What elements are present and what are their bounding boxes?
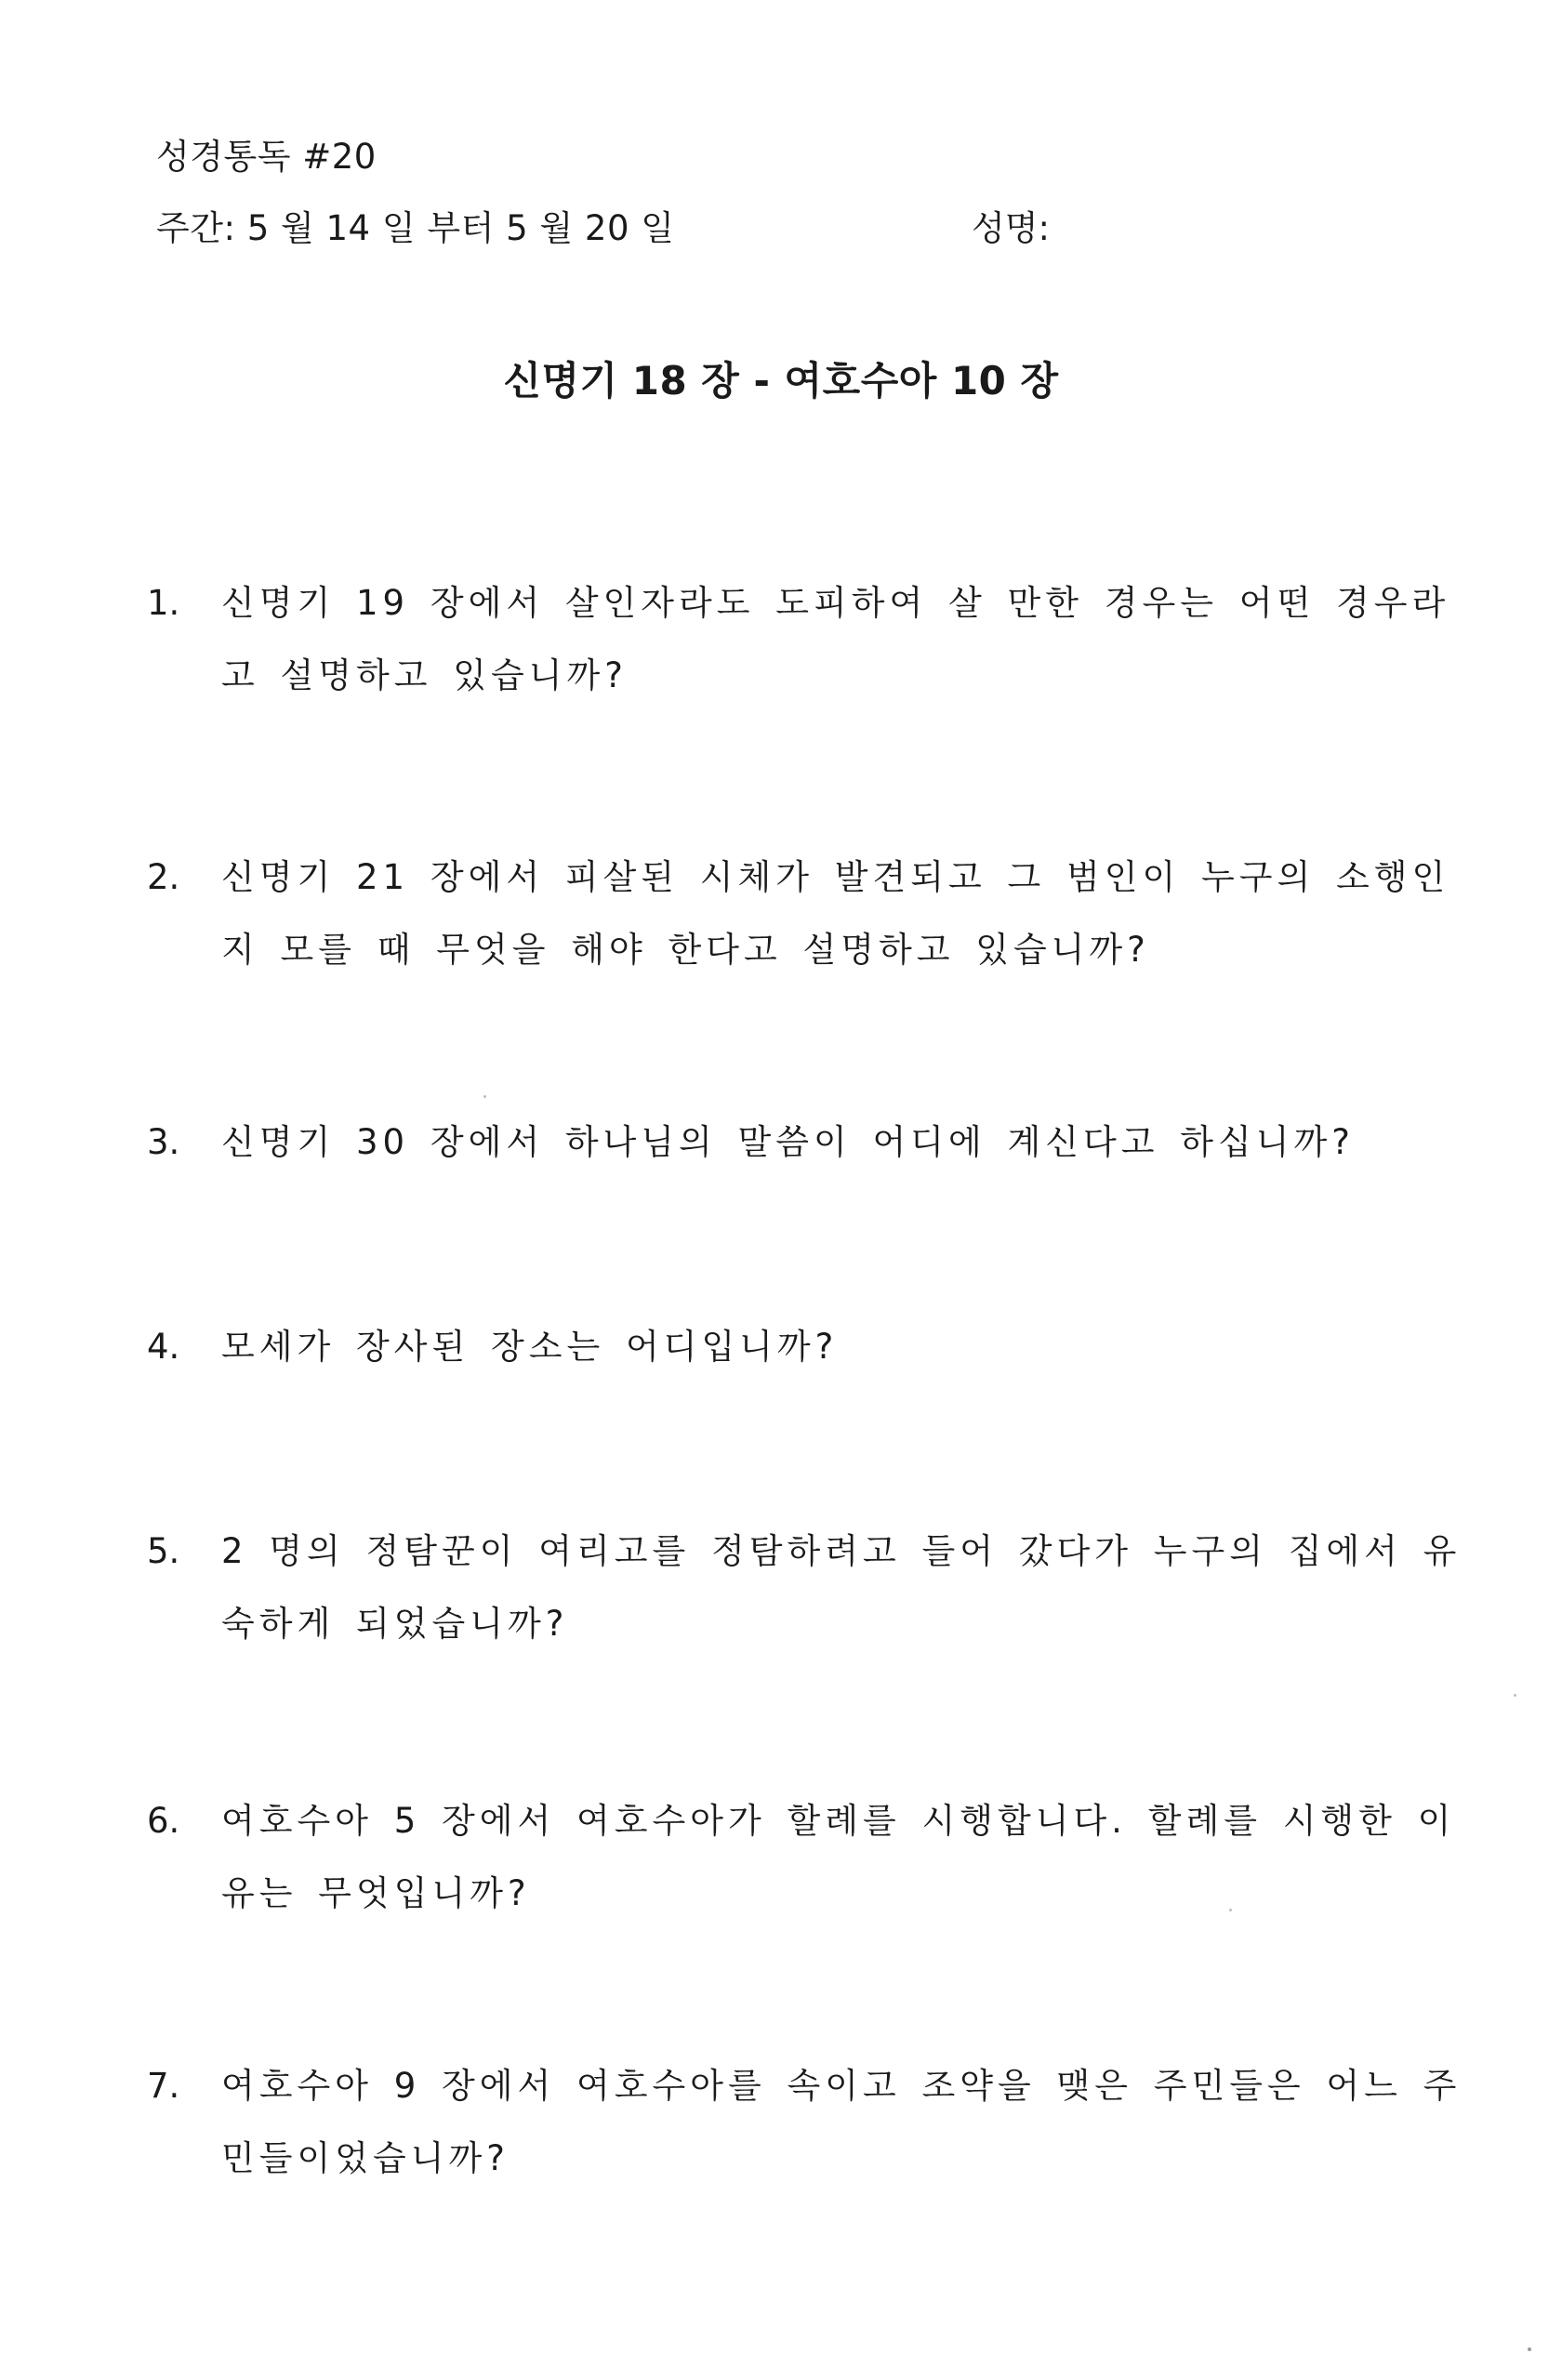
- scan-speck: [1528, 2347, 1531, 2351]
- question-number: 1.: [147, 583, 180, 623]
- question-text: 여호수아 9 장에서 여호수아를 속이고 조약을 맺은 주민들은 어느 주민들이었습니까?: [221, 2066, 1462, 2178]
- scan-speck: [1514, 1694, 1516, 1697]
- question-number: 2.: [147, 857, 180, 897]
- scan-speck: [1229, 1909, 1232, 1911]
- question-number: 5.: [147, 1531, 180, 1571]
- question-item: [147, 567, 1467, 712]
- question-text: 신명기 19 장에서 살인자라도 도피하여 살 만한 경우는 어떤 경우라고 설명하고 있습니까?: [221, 583, 1450, 695]
- question-text: 신명기 30 장에서 하나님의 말씀이 어디에 계신다고 하십니까?: [221, 1122, 1355, 1162]
- page-title: 신명기 18 장 - 여호수아 10 장: [503, 358, 1059, 403]
- question-text: 여호수아 5 장에서 여호수아가 할례를 시행합니다. 할례를 시행한 이유는 무엇입니까?: [221, 1801, 1456, 1913]
- question-number: 7.: [147, 2066, 180, 2106]
- question-text: 신명기 21 장에서 피살된 시체가 발견되고 그 범인이 누구의 소행인지 모를 때 무엇을 해야 한다고 설명하고 있습니까?: [221, 857, 1450, 970]
- question-item: [147, 1785, 1467, 1930]
- question-text: 2 명의 정탐꾼이 여리고를 정탐하려고 들어 갔다가 누구의 집에서 유숙하게 되었습니까?: [221, 1531, 1462, 1644]
- question-text: 모세가 장사된 장소는 어디입니까?: [221, 1327, 839, 1367]
- question-item: [147, 1106, 1467, 1179]
- question-item: [147, 841, 1467, 986]
- question-number: 3.: [147, 1122, 180, 1162]
- worksheet-number: 성경통독 #20: [156, 137, 377, 177]
- question-number: 4.: [147, 1327, 180, 1367]
- question-item: [147, 1515, 1467, 1660]
- scan-speck: [483, 1095, 486, 1098]
- week-range: 주간: 5 월 14 일 부터 5 월 20 일: [156, 208, 675, 248]
- question-item: [147, 1311, 1467, 1383]
- question-item: [147, 2050, 1467, 2195]
- question-number: 6.: [147, 1801, 180, 1841]
- name-label: 성명:: [972, 208, 1050, 248]
